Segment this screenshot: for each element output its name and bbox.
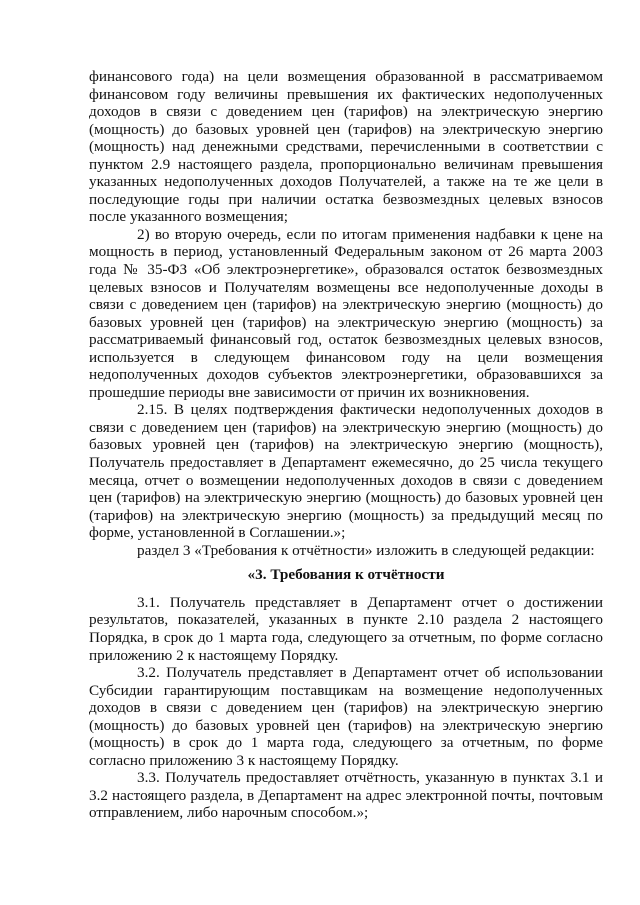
paragraph-section-instruction: раздел 3 «Требования к отчётности» изложить в следующей редакции: (137, 541, 595, 559)
paragraph-2-15: 2.15. В целях подтверждения фактически недополученных доходов в связи с доведением цен (тарифов) на электрическую энергию (мощность) до базовых уровней цен (тарифов) на электрическую энергию (мощность), Получатель предоставляет в Департамент ежемесячно, до 25 числа текущего месяца, отчет о возмещении недополученных доходов в связи с доведением цен (тарифов) на электрическую энергию (мощность) до базовых уровней цен (тарифов) на электрическую энергию (мощность) за предыдущий месяц по форме, установленной в Соглашении.»; (89, 401, 603, 542)
paragraph-3-2: 3.2. Получатель представляет в Департамент отчет об использовании Субсидии гарантирующим поставщикам на возмещение недополученных доходов в связи с доведением цен (тарифов) на электрическую энергию (мощность) до базовых уровней цен (тарифов) на электрическую энергию (мощность) в срок до 1 марта года, следующего за отчетным, по форме согласно приложению 3 к настоящему Порядку. (89, 664, 603, 769)
paragraph-3-1: 3.1. Получатель представляет в Департамент отчет о достижении результатов, показателей, указанных в пункте 2.10 раздела 2 настоящего Порядка, в срок до 1 марта года, следующего за отчетным, по форме согласно приложению 2 к настоящему Порядку. (89, 593, 603, 664)
section-heading: «3. Требования к отчётности (247, 566, 445, 584)
paragraph-continuation: финансового года) на цели возмещения образованной в рассматриваемом финансовом году величины превышения их фактических недополученных доходов в связи с доведением цен (тарифов) на электрическую энергию (мощность) до базовых уровней цен (тарифов) на электрическую энергию (мощность) над денежными средствами, перечисленными в соответствии с пунктом 2.9 настоящего раздела, пропорционально величинам превышения указанных недополученных доходов Получателей, а также на те же цели в последующие годы при наличии остатка безвозмездных целевых взносов после указанного возмещения; (89, 68, 603, 226)
document-page (89, 68, 603, 822)
paragraph-3-3: 3.3. Получатель предоставляет отчётность, указанную в пунктах 3.1 и 3.2 настоящего раздела, в Департамент на адрес электронной почты, почтовым отправлением, либо нарочным способом.»; (89, 769, 603, 822)
paragraph-item-2: 2) во вторую очередь, если по итогам применения надбавки к цене на мощность в период, установленный Федеральным законом от 26 марта 2003 года № 35-ФЗ «Об электроэнергетике», образовался остаток безвозмездных целевых взносов и Получателям возмещены все недополученные доходы в связи с доведением цен (тарифов) на электрическую энергию (мощность) до базовых уровней цен (тарифов) на электрическую энергию (мощность) за рассматриваемый финансовый год, остаток безвозмездных целевых взносов, используется в следующем финансовом году на цели возмещения недополученных доходов субъектов электроэнергетики, образовавшихся за прошедшие периоды вне зависимости от причин их возникновения. (89, 225, 603, 401)
